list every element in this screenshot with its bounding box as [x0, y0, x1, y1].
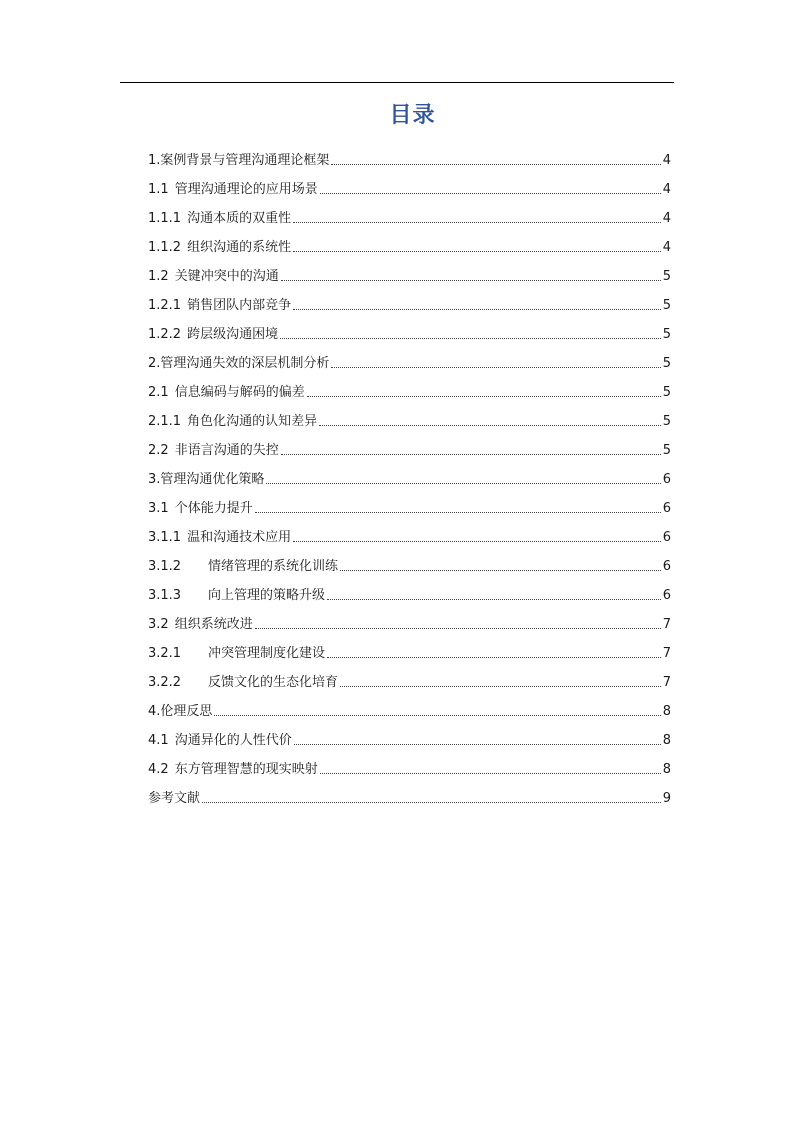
toc-entry-number: 2. — [148, 356, 161, 371]
toc-page-number: 4 — [662, 153, 671, 168]
toc-page-number: 5 — [662, 385, 671, 400]
toc-entry-number: 3.2 — [148, 617, 169, 632]
toc-entry-number: 3.1.2 — [148, 559, 182, 574]
toc-entry[interactable] — [148, 662, 671, 691]
toc-entry-number: 3.1 — [148, 501, 169, 516]
toc-page-number: 8 — [662, 733, 671, 748]
toc-entry-title: 沟通本质的双重性 — [187, 211, 292, 226]
toc-dot-leader — [293, 541, 661, 542]
toc-dot-leader — [293, 251, 661, 252]
toc-dot-leader — [340, 686, 661, 687]
toc-entry-title: 组织系统改进 — [174, 617, 253, 632]
toc-entry-title: 案例背景与管理沟通理论框架 — [160, 153, 330, 168]
toc-dot-leader — [327, 599, 661, 600]
toc-dot-leader — [214, 715, 660, 716]
toc-entry-title: 向上管理的策略升级 — [208, 588, 326, 603]
toc-entry[interactable] — [148, 691, 671, 720]
toc-page-number: 7 — [662, 646, 671, 661]
toc-page-number: 6 — [662, 588, 671, 603]
toc-entry[interactable] — [148, 720, 671, 749]
toc-dot-leader — [293, 309, 661, 310]
toc-page-number: 8 — [662, 762, 671, 777]
toc-entry-number: 1.1 — [148, 182, 169, 197]
toc-dot-leader — [331, 164, 660, 165]
toc-entry-title: 东方管理智慧的现实映射 — [174, 762, 318, 777]
toc-entry[interactable] — [148, 749, 671, 778]
toc-page-number: 4 — [662, 182, 671, 197]
toc-entry-number: 2.2 — [148, 443, 169, 458]
toc-entry[interactable] — [148, 604, 671, 633]
toc-entry-title: 关键冲突中的沟通 — [174, 269, 279, 284]
toc-entry-title: 销售团队内部竞争 — [187, 298, 292, 313]
toc-entry-number: 1.1.2 — [148, 240, 182, 255]
toc-dot-leader — [331, 367, 660, 368]
toc-entry[interactable] — [148, 372, 671, 401]
toc-entry-number: 3.2.1 — [148, 646, 182, 661]
header-rule — [120, 82, 674, 83]
toc-entry[interactable] — [148, 633, 671, 662]
toc-page-number: 4 — [662, 240, 671, 255]
toc-dot-leader — [294, 744, 661, 745]
toc-dot-leader — [327, 657, 661, 658]
toc-dot-leader — [280, 338, 661, 339]
toc-dot-leader — [307, 396, 661, 397]
toc-entry-number: 2.1.1 — [148, 414, 182, 429]
toc-entry[interactable] — [148, 517, 671, 546]
toc-page-number: 5 — [662, 327, 671, 342]
toc-entry[interactable] — [148, 546, 671, 575]
toc-entry-title: 伦理反思 — [160, 704, 213, 719]
toc-page-number: 7 — [662, 675, 671, 690]
toc-entry-title: 角色化沟通的认知差异 — [187, 414, 318, 429]
toc-entry-number: 3.2.2 — [148, 675, 182, 690]
toc-entry-title: 温和沟通技术应用 — [187, 530, 292, 545]
toc-entry-number: 4.2 — [148, 762, 169, 777]
toc-dot-leader — [255, 628, 661, 629]
toc-entry-title: 信息编码与解码的偏差 — [174, 385, 305, 400]
toc-page-number: 5 — [662, 443, 671, 458]
toc-entry-title: 反馈文化的生态化培育 — [208, 675, 339, 690]
toc-page-number: 6 — [662, 501, 671, 516]
toc-page-number: 7 — [662, 617, 671, 632]
toc-page-number: 5 — [662, 356, 671, 371]
toc-entry-title: 个体能力提升 — [174, 501, 253, 516]
toc-entry[interactable] — [148, 169, 671, 198]
toc-entry[interactable] — [148, 256, 671, 285]
toc-entry[interactable] — [148, 575, 671, 604]
toc-entry-title: 管理沟通优化策略 — [160, 472, 265, 487]
toc-dot-leader — [281, 454, 661, 455]
toc-entry[interactable] — [148, 140, 671, 169]
toc-entry-title: 情绪管理的系统化训练 — [208, 559, 339, 574]
toc-dot-leader — [293, 222, 661, 223]
toc-entry-title: 管理沟通失效的深层机制分析 — [160, 356, 330, 371]
toc-entry-number: 2.1 — [148, 385, 169, 400]
toc-entry-number: 1.1.1 — [148, 211, 182, 226]
toc-page-number: 4 — [662, 211, 671, 226]
toc-page-number: 5 — [662, 414, 671, 429]
toc-entry-number: 1.2 — [148, 269, 169, 284]
toc-entry-title: 非语言沟通的失控 — [174, 443, 279, 458]
toc-dot-leader — [202, 802, 661, 803]
toc-entry-number: 4.1 — [148, 733, 169, 748]
toc-entry[interactable] — [148, 401, 671, 430]
toc-entry[interactable] — [148, 198, 671, 227]
toc-entry-number: 1. — [148, 153, 161, 168]
toc-entry[interactable] — [148, 343, 671, 372]
toc-page-number: 8 — [662, 704, 671, 719]
toc-entry-number: 3. — [148, 472, 161, 487]
toc-entry[interactable] — [148, 430, 671, 459]
toc-entry-number: 4. — [148, 704, 161, 719]
toc-dot-leader — [281, 280, 661, 281]
toc-entry[interactable] — [148, 459, 671, 488]
toc-dot-leader — [340, 570, 661, 571]
toc-page-number: 5 — [662, 269, 671, 284]
toc-page-number: 9 — [662, 791, 671, 806]
toc-entry-title: 管理沟通理论的应用场景 — [174, 182, 318, 197]
toc-entry[interactable] — [148, 285, 671, 314]
toc-entry[interactable] — [148, 488, 671, 517]
toc-entry-title: 组织沟通的系统性 — [187, 240, 292, 255]
toc-title: 目录 — [389, 103, 436, 128]
toc-page-number: 6 — [662, 559, 671, 574]
toc-dot-leader — [319, 425, 661, 426]
toc-list — [148, 140, 671, 807]
toc-entry-number: 1.2.1 — [148, 298, 182, 313]
toc-page-number: 6 — [662, 530, 671, 545]
toc-entry-title: 跨层级沟通困境 — [187, 327, 279, 342]
toc-entry-number: 3.1.1 — [148, 530, 182, 545]
toc-entry-title: 参考文献 — [148, 791, 201, 806]
toc-entry-title: 沟通异化的人性代价 — [174, 733, 292, 748]
toc-entry-title: 冲突管理制度化建设 — [208, 646, 326, 661]
toc-entry[interactable] — [148, 314, 671, 343]
toc-page-number: 6 — [662, 472, 671, 487]
toc-dot-leader — [266, 483, 660, 484]
toc-entry[interactable] — [148, 227, 671, 256]
toc-dot-leader — [320, 773, 661, 774]
toc-entry-number: 1.2.2 — [148, 327, 182, 342]
toc-entry[interactable] — [148, 778, 671, 807]
toc-entry-number: 3.1.3 — [148, 588, 182, 603]
toc-dot-leader — [255, 512, 661, 513]
toc-dot-leader — [320, 193, 661, 194]
toc-page-number: 5 — [662, 298, 671, 313]
